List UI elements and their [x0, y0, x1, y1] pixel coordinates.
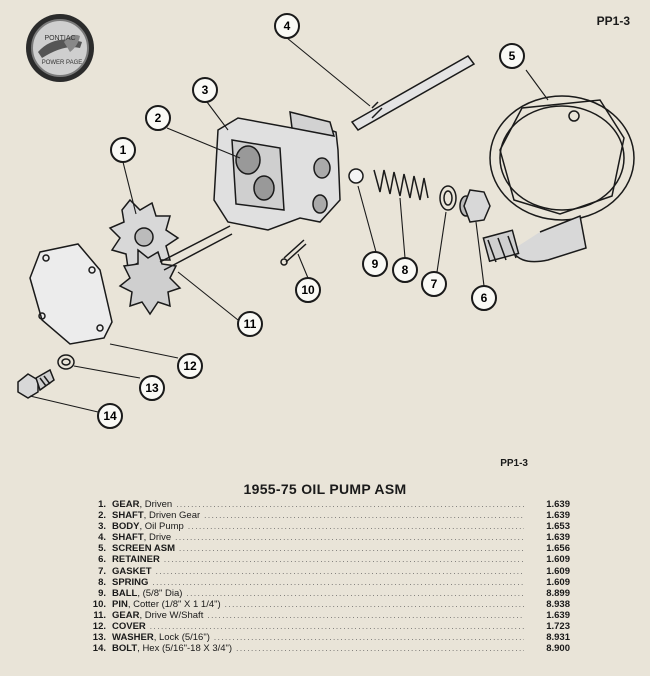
screen-assembly-shape	[483, 96, 634, 262]
callout-1	[111, 138, 135, 162]
leader-dots	[150, 621, 524, 632]
part-name: BODY	[112, 521, 140, 533]
retainer-shape	[460, 190, 490, 222]
callout-13	[140, 376, 164, 400]
part-description: , Driven Gear	[144, 510, 201, 521]
gasket-shape	[440, 186, 456, 210]
part-number: 10.	[92, 598, 106, 610]
part-code: 1.656	[546, 543, 570, 555]
parts-list-row	[80, 632, 570, 643]
logo-text-top: PONTIAC	[44, 35, 76, 42]
leader-dots	[188, 521, 524, 532]
svg-text:1: 1	[119, 143, 127, 157]
callout-12	[178, 354, 202, 378]
cotter-pin-shape	[284, 240, 306, 262]
part-name: PIN	[112, 598, 128, 610]
part-name: SCREEN ASM	[112, 543, 175, 555]
callout-9	[363, 252, 387, 276]
parts-list-row	[80, 610, 570, 621]
svg-text:10: 10	[301, 283, 315, 297]
part-number: 14.	[92, 643, 106, 655]
svg-text:4: 4	[283, 19, 291, 33]
part-number: 12.	[92, 621, 106, 633]
part-code: 1.639	[546, 532, 570, 544]
callout-6	[472, 286, 496, 310]
part-number: 2.	[98, 510, 106, 522]
leader-dots	[186, 588, 524, 599]
part-code: 8.931	[546, 632, 570, 644]
part-number: 3.	[98, 521, 106, 533]
washer-shape	[58, 355, 74, 369]
leader-dots	[204, 510, 524, 521]
part-number: 6.	[98, 554, 106, 566]
part-code: 1.639	[546, 510, 570, 522]
part-description: , Drive W/Shaft	[139, 610, 203, 621]
callout-7	[422, 272, 446, 296]
parts-list	[80, 499, 570, 654]
svg-text:9: 9	[371, 257, 379, 271]
callout-3	[193, 78, 217, 102]
part-description: , Drive	[144, 532, 171, 543]
leader-dots	[207, 610, 524, 621]
part-code: 1.639	[546, 609, 570, 621]
leader-dots	[236, 643, 524, 654]
svg-text:12: 12	[183, 359, 197, 373]
part-number: 13.	[92, 632, 106, 644]
leader-dots	[176, 499, 524, 510]
part-code: 1.609	[546, 565, 570, 577]
parts-list-row	[80, 577, 570, 588]
part-number: 1.	[98, 499, 106, 510]
svg-text:11: 11	[243, 317, 257, 331]
pump-body-shape	[214, 112, 340, 230]
page-code-top: PP1-3	[596, 14, 630, 28]
callout-4	[275, 14, 299, 38]
svg-text:8: 8	[401, 263, 409, 277]
svg-text:14: 14	[103, 409, 117, 423]
parts-list-row	[80, 588, 570, 599]
part-code: 8.899	[546, 587, 570, 599]
parts-list-row	[80, 599, 570, 610]
leader-dots	[214, 632, 524, 643]
part-code: 1.723	[546, 621, 570, 633]
parts-list-row	[80, 499, 570, 510]
part-name: BOLT	[112, 643, 138, 655]
leader-dots	[164, 554, 524, 565]
part-description: , (5/8" Dia)	[137, 588, 182, 599]
parts-list-row	[80, 643, 570, 654]
part-number: 4.	[98, 532, 106, 544]
leader-dots	[175, 532, 524, 543]
part-name: RETAINER	[112, 554, 160, 566]
part-description: , Driven	[139, 499, 172, 510]
cover-plate-shape	[30, 244, 112, 344]
part-code: 1.609	[546, 576, 570, 588]
part-number: 7.	[98, 565, 106, 577]
part-code: 1.609	[546, 554, 570, 566]
part-description: , Hex (5/16"-18 X 3/4")	[137, 643, 232, 654]
part-code: 8.900	[546, 643, 570, 655]
part-number: 8.	[98, 576, 106, 588]
leader-lines	[30, 38, 548, 412]
drive-shaft-shape	[352, 56, 474, 130]
parts-list-row	[80, 621, 570, 632]
part-number: 5.	[98, 543, 106, 555]
parts-list-row	[80, 543, 570, 554]
part-description: , Cotter (1/8" X 1 1/4")	[128, 599, 221, 610]
part-description: , Lock (5/16")	[154, 632, 210, 643]
part-name: SHAFT	[112, 532, 144, 544]
part-description: , Oil Pump	[139, 521, 183, 532]
part-name: GASKET	[112, 565, 152, 577]
svg-text:7: 7	[430, 277, 438, 291]
leader-dots	[156, 566, 524, 577]
parts-list-row	[80, 510, 570, 521]
leader-dots	[225, 599, 524, 610]
callout-8	[393, 258, 417, 282]
part-code: 1.653	[546, 521, 570, 533]
leader-dots	[179, 543, 524, 554]
parts-list-title: 1955-75 OIL PUMP ASM	[243, 481, 407, 497]
callout-11	[238, 312, 262, 336]
bolt-shape	[18, 370, 54, 398]
part-name: SPRING	[112, 576, 149, 588]
callout-5	[500, 44, 524, 68]
part-name: GEAR	[112, 499, 140, 510]
part-number: 9.	[98, 587, 106, 599]
svg-text:2: 2	[154, 111, 162, 125]
part-code: 1.639	[546, 499, 570, 510]
part-name: COVER	[112, 621, 146, 633]
part-name: SHAFT	[112, 510, 144, 522]
parts-list-row	[80, 566, 570, 577]
callout-14	[98, 404, 122, 428]
part-name: GEAR	[112, 609, 140, 621]
part-code: 8.938	[546, 598, 570, 610]
svg-text:13: 13	[145, 381, 159, 395]
parts-list-row	[80, 521, 570, 532]
logo-text-bottom: POWER PAGE	[41, 60, 83, 66]
page-code-mid: PP1-3	[500, 458, 528, 469]
spring-shape	[374, 170, 428, 200]
svg-text:6: 6	[480, 291, 488, 305]
parts-list-row	[80, 554, 570, 565]
part-name: WASHER	[112, 632, 154, 644]
part-name: BALL	[112, 587, 138, 599]
part-number: 11.	[93, 609, 106, 621]
svg-text:5: 5	[508, 49, 516, 63]
svg-text:3: 3	[201, 83, 209, 97]
callout-10	[296, 278, 320, 302]
leader-dots	[152, 577, 524, 588]
ball-shape	[349, 169, 363, 183]
parts-list-row	[80, 532, 570, 543]
callout-2	[146, 106, 170, 130]
